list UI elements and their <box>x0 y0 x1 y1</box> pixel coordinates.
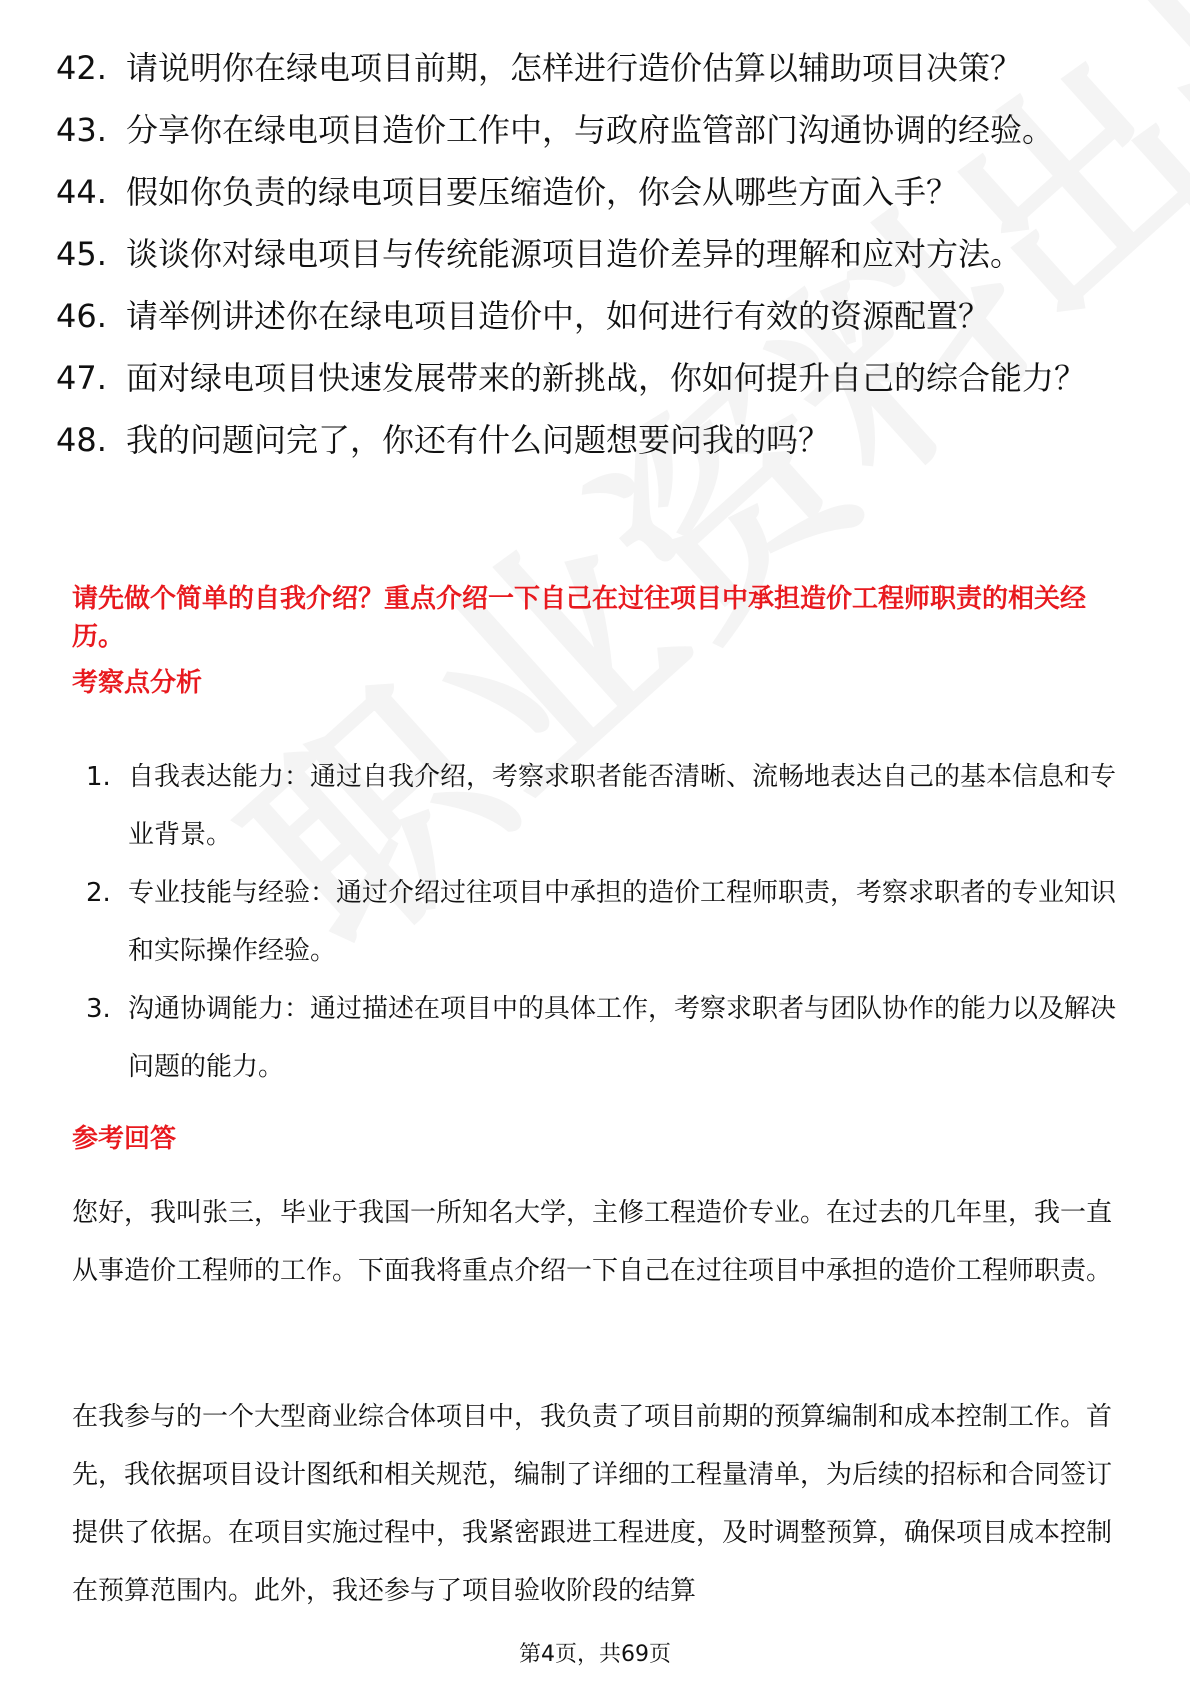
analysis-number: 2. <box>86 878 111 908</box>
question-number: 48. <box>56 421 107 459</box>
question-text: 谈谈你对绿电项目与传统能源项目造价差异的理解和应对方法。 <box>126 235 1023 273</box>
question-item <box>56 296 1136 336</box>
question-number: 45. <box>56 235 107 273</box>
question-text: 面对绿电项目快速发展带来的新挑战，你如何提升自己的综合能力？ <box>126 359 1087 397</box>
question-text: 请举例讲述你在绿电项目造价中，如何进行有效的资源配置？ <box>126 297 991 335</box>
question-text: 我的问题问完了，你还有什么问题想要问我的吗？ <box>126 421 831 459</box>
question-item <box>56 48 1136 88</box>
question-text: 假如你负责的绿电项目要压缩造价，你会从哪些方面入手？ <box>126 173 959 211</box>
question-item <box>56 110 1136 150</box>
question-number: 46. <box>56 297 107 335</box>
question-item <box>56 420 1136 460</box>
question-text: 请说明你在绿电项目前期，怎样进行造价估算以辅助项目决策？ <box>126 49 1023 87</box>
analysis-text: 沟通协调能力：通过描述在项目中的具体工作，考察求职者与团队协作的能力以及解决问题的能力。 <box>128 994 1117 1082</box>
interview-question-title: 请先做个简单的自我介绍？重点介绍一下自己在过往项目中承担造价工程师职责的相关经历。 <box>72 584 1087 652</box>
question-item <box>56 358 1136 398</box>
analysis-item <box>72 748 1132 864</box>
question-number: 44. <box>56 173 107 211</box>
analysis-number: 1. <box>86 762 111 792</box>
question-number: 47. <box>56 359 107 397</box>
question-item <box>56 172 1136 212</box>
analysis-number: 3. <box>86 994 111 1024</box>
analysis-list <box>72 748 1132 1096</box>
analysis-text: 专业技能与经验：通过介绍过往项目中承担的造价工程师职责，考察求职者的专业知识和实际操作经验。 <box>128 878 1117 966</box>
analysis-item <box>72 980 1132 1096</box>
answer-paragraph: 在我参与的一个大型商业综合体项目中，我负责了项目前期的预算编制和成本控制工作。首先，我依据项目设计图纸和相关规范，编制了详细的工程量清单，为后续的招标和合同签订提供了依据。在项目实施过程中，我紧密跟进工程进度，及时调整预算，确保项目成本控制在预算范围内。此外，我还参与了项目验收阶段的结算 <box>72 1402 1113 1606</box>
analysis-text: 自我表达能力：通过自我介绍，考察求职者能否清晰、流畅地表达自己的基本信息和专业背景。 <box>128 762 1117 850</box>
analysis-heading: 考察点分析 <box>72 668 203 698</box>
question-number: 42. <box>56 49 107 87</box>
question-text: 分享你在绿电项目造价工作中，与政府监管部门沟通协调的经验。 <box>126 111 1055 149</box>
question-number: 43. <box>56 111 107 149</box>
analysis-item <box>72 864 1132 980</box>
question-list <box>56 48 1136 482</box>
question-item <box>56 234 1136 274</box>
answer-paragraph: 您好，我叫张三，毕业于我国一所知名大学，主修工程造价专业。在过去的几年里，我一直从事造价工程师的工作。下面我将重点介绍一下自己在过往项目中承担的造价工程师职责。 <box>72 1198 1113 1286</box>
answer-heading: 参考回答 <box>72 1124 177 1154</box>
page-footer: 第4页，共69页 <box>519 1642 671 1667</box>
